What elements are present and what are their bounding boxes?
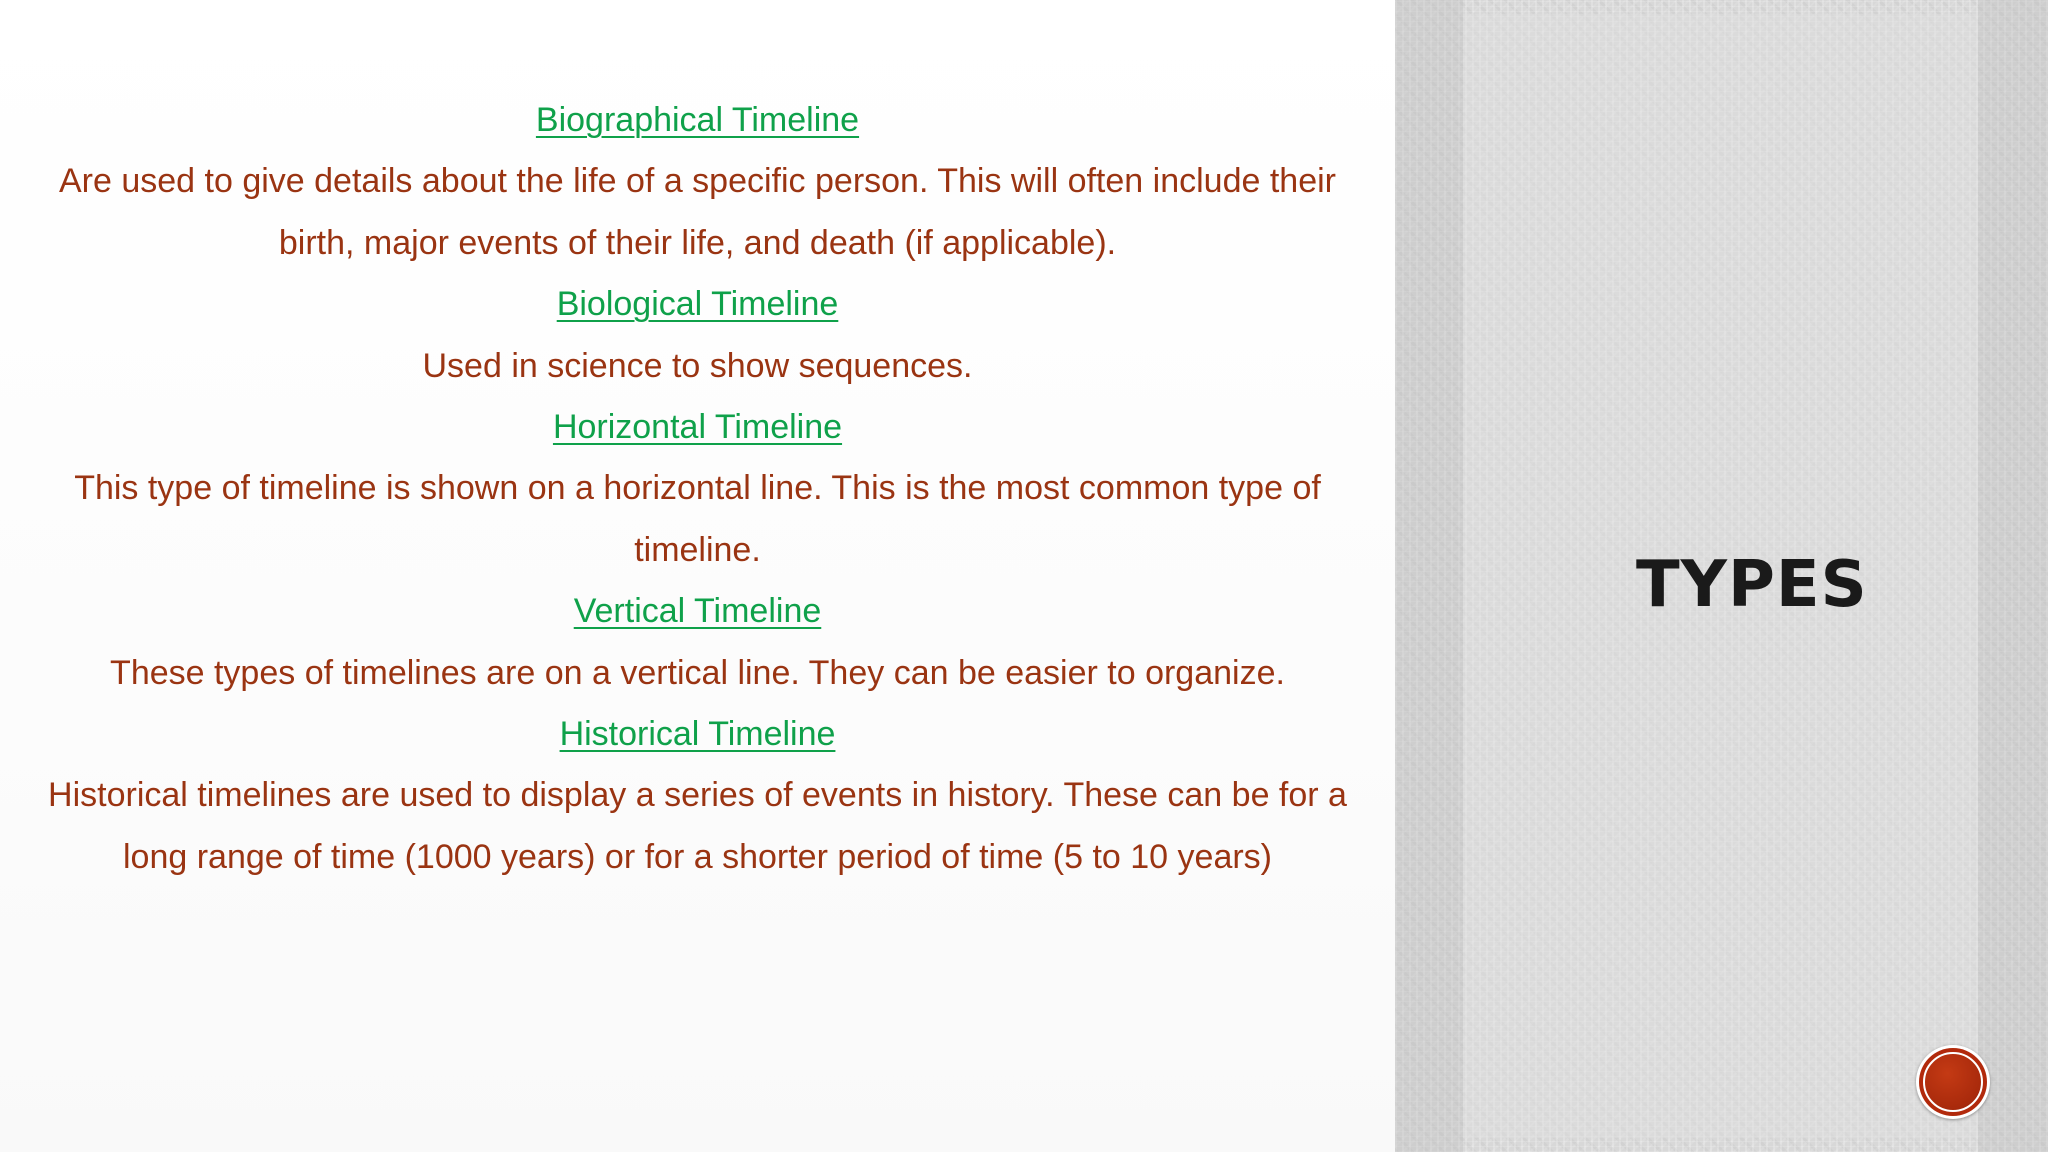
panel-band-left: [1395, 0, 1463, 1152]
biological-timeline-text-line-1: Used in science to show sequences.: [422, 346, 973, 385]
horizontal-timeline-text-line-2: timeline.: [634, 530, 761, 569]
biographical-timeline-text-line-1: Are used to give details about the life of a specific person. This will often include their: [59, 162, 1336, 201]
red-circle-nav-button[interactable]: [1916, 1045, 1990, 1119]
historical-timeline-text-line-1: Historical timelines are used to display a series of events in history. These can be for a: [48, 776, 1347, 815]
panel-band-right: [1978, 0, 2048, 1152]
historical-timeline-text-line-2: long range of time (1000 years) or for a shorter period of time (5 to 10 years): [123, 837, 1272, 876]
text-block: [0, 90, 1395, 888]
biographical-timeline-text-line-2: birth, major events of their life, and death (if applicable).: [278, 223, 1117, 262]
horizontal-timeline-text-line-1: This type of timeline is shown on a horizontal line. This is the most common type of: [74, 469, 1321, 508]
vertical-timeline-text-line-1: These types of timelines are on a vertical line. They can be easier to organize.: [110, 653, 1285, 692]
red-circle-icon: [1923, 1052, 1983, 1112]
slide-title: TYPES: [1636, 548, 1868, 622]
biographical-timeline-link[interactable]: Biographical Timeline: [535, 101, 860, 139]
horizontal-timeline-link[interactable]: Horizontal Timeline: [552, 408, 843, 447]
historical-timeline-link[interactable]: Historical Timeline: [559, 715, 836, 754]
biological-timeline-link[interactable]: Biological Timeline: [556, 285, 839, 324]
vertical-timeline-link[interactable]: Vertical Timeline: [573, 592, 822, 631]
